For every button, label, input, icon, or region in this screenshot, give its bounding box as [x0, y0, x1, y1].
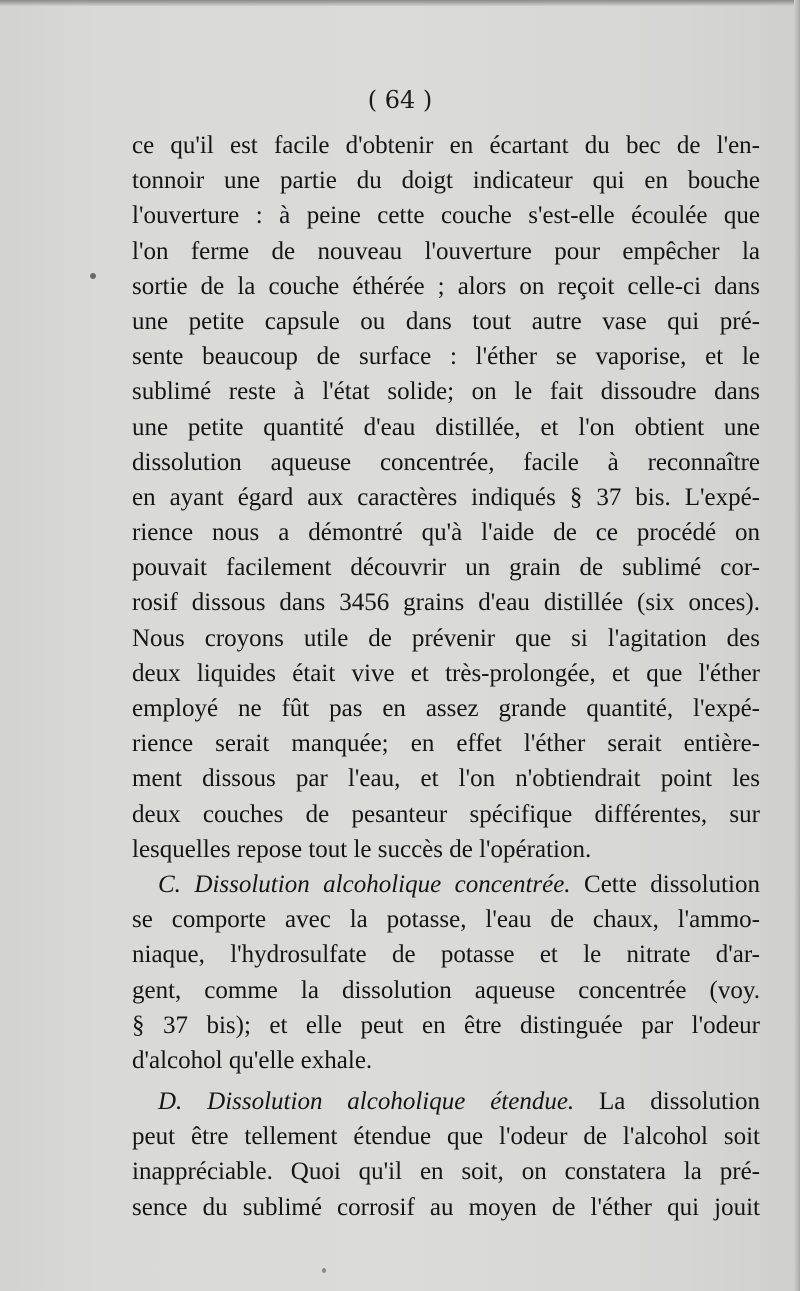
text-line: ce qu'il est facile d'obtenir en écartant du bec de l'en- — [132, 132, 760, 159]
text-line: employé ne fût pas en assez grande quantité, l'expé- — [132, 695, 760, 722]
text-line: une petite capsule ou dans tout autre vase qui pré- — [132, 307, 760, 335]
text-line: pouvait facilement découvrir un grain de sublimé cor- — [132, 554, 760, 582]
text-line: Nous croyons utile de prévenir que si l'agitation des — [132, 624, 760, 652]
text-line: tonnoir une partie du doigt indicateur qui en bouche — [132, 167, 760, 195]
text-line: d'alcohol qu'elle exhale. — [132, 1046, 373, 1074]
text-run: Cette dissolution — [570, 870, 760, 898]
text-line: § 37 bis); et elle peut en être distinguée par l'odeur — [132, 1011, 760, 1039]
section-d-heading: D. Dissolution alcoholique étendue. — [158, 1088, 575, 1116]
text-line: ment dissous par l'eau, et l'on n'obtiendrait point les — [132, 765, 760, 793]
page-top-shadow — [0, 0, 800, 6]
section-c-first-line — [132, 867, 760, 902]
text-line: rosif dissous dans 3456 grains d'eau distillée (six onces). — [132, 589, 760, 617]
text-line: rience serait manquée; en effet l'éther serait entière- — [132, 730, 760, 758]
text-line: sublimé reste à l'état solide; on le fait dissoudre dans — [132, 378, 760, 406]
text-line: dissolution aqueuse concentrée, facile à reconnaître — [132, 448, 760, 476]
text-line: une petite quantité d'eau distillée, et l'on obtient une — [132, 413, 760, 441]
text-line: sortie de la couche éthérée ; alors on reçoit celle-ci dans — [132, 272, 760, 300]
text-line: rience nous a démontré qu'à l'aide de ce procédé on — [132, 519, 760, 547]
section-d-first-line — [132, 1084, 760, 1119]
text-line: sente beaucoup de surface : l'éther se vaporise, et le — [132, 343, 760, 371]
text-line: en ayant égard aux caractères indiqués § 37 bis. L'expé- — [132, 483, 760, 511]
text-line: peut être tellement étendue que l'odeur de l'alcohol soit — [132, 1123, 760, 1151]
page-number: ( 64 ) — [367, 86, 433, 114]
text-line: deux couches de pesanteur spécifique différentes, sur — [132, 800, 760, 828]
page-right-edge — [794, 0, 800, 1291]
paper-speck — [322, 1268, 326, 1273]
text-line: gent, comme la dissolution aqueuse concentrée (voy. — [132, 976, 760, 1004]
body-text — [132, 128, 760, 1225]
text-line: sence du sublimé corrosif au moyen de l'éther qui jouit — [132, 1193, 760, 1221]
text-line: l'ouverture : à peine cette couche s'est-elle écoulée que — [132, 202, 760, 230]
text-line: inappréciable. Quoi qu'il en soit, on constatera la pré- — [132, 1158, 760, 1186]
text-line: l'on ferme de nouveau l'ouverture pour empêcher la — [132, 237, 760, 265]
paper-speck — [90, 273, 96, 279]
text-line: se comporte avec la potasse, l'eau de chaux, l'ammo- — [132, 906, 760, 934]
text-line: deux liquides était vive et très-prolongée, et que l'éther — [132, 659, 760, 687]
text-run: La dissolution — [574, 1088, 761, 1116]
text-line: niaque, l'hydrosulfate de potasse et le nitrate d'ar- — [132, 941, 760, 969]
text-line: lesquelles repose tout le succès de l'opération. — [132, 835, 592, 863]
section-c-heading: C. Dissolution alcoholique concentrée. — [158, 870, 571, 898]
